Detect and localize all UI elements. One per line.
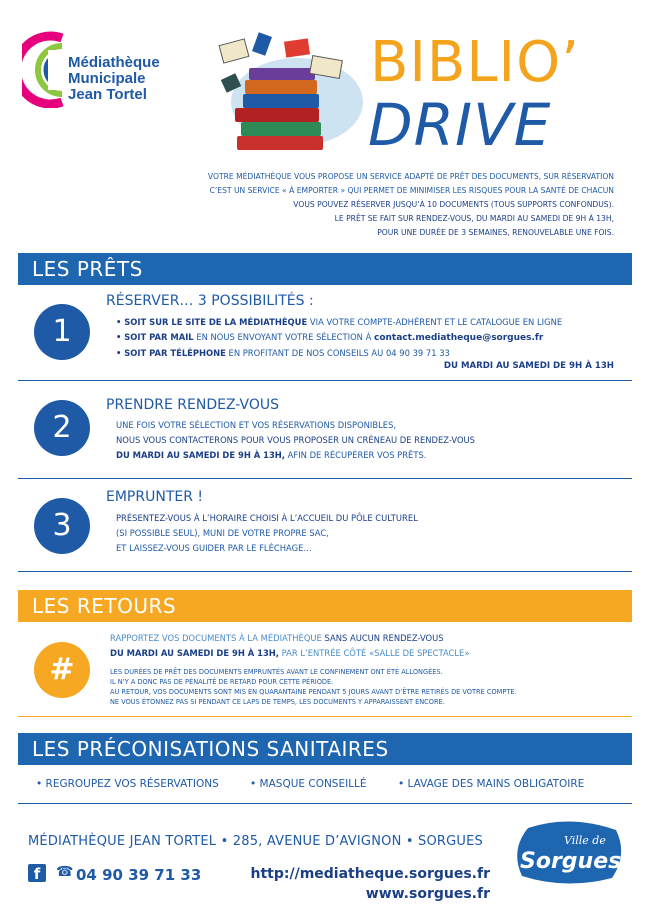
- step-1-option-mail: [116, 330, 562, 346]
- sanitaire-item: • LAVAGE DES MAINS OBLIGATOIRE: [398, 778, 585, 790]
- intro-line: C’EST UN SERVICE « À EMPORTER » QUI PERMET DE MINIMISER LES RISQUES POUR LA SANTÉ DE CHACUN: [209, 186, 614, 195]
- option-text: VIA VOTRE COMPTE-ADHÉRENT ET LE CATALOGUE EN LIGNE: [307, 317, 563, 327]
- intro-line: POUR UNE DURÉE DE 3 SEMAINES, RENOUVELABLE UNE FOIS.: [377, 228, 614, 237]
- retours-note: LES DURÉES DE PRÊT DES DOCUMENTS EMPRUNTÉS AVANT LE CONFINEMENT ONT ÉTÉ ALLONGÉES.: [110, 668, 443, 676]
- ville-de-sorgues-logo: [510, 820, 628, 884]
- intro-line: LE PRÊT SE FAIT SUR RENDEZ-VOUS, DU MARDI AU SAMEDI DE 9H À 13H,: [334, 214, 614, 223]
- schedule-text: DU MARDI AU SAMEDI DE 9H À 13H,: [116, 450, 285, 460]
- retours-line: [110, 646, 469, 661]
- option-text: EN PROFITANT DE NOS CONSEILS AU: [225, 348, 386, 358]
- sanitaire-item: • MASQUE CONSEILLÉ: [250, 778, 367, 790]
- phone-icon: ☎: [56, 864, 74, 880]
- logo-text: [68, 55, 160, 103]
- step-3-lines: [116, 511, 418, 556]
- step-2-title: PRENDRE RENDEZ-VOUS: [106, 397, 280, 413]
- schedule-text: DU MARDI AU SAMEDI DE 9H À 13H,: [110, 648, 279, 658]
- divider: [18, 478, 632, 479]
- logo-line2: Municipale: [68, 70, 146, 87]
- retours-line: [110, 631, 469, 646]
- retours-notes: [110, 667, 517, 707]
- step-3-badge: 3: [34, 498, 90, 554]
- step-3-line: ET LAISSEZ-VOUS GUIDER PAR LE FLÉCHAGE…: [116, 543, 312, 553]
- option-label: • SOIT PAR MAIL: [116, 332, 194, 342]
- divider: [18, 803, 632, 804]
- section-header-sanitaires: LES PRÉCONISATIONS SANITAIRES: [18, 733, 632, 765]
- footer-sorgues-link[interactable]: www.sorgues.fr: [365, 886, 490, 902]
- step-1-badge: 1: [34, 304, 90, 360]
- option-text: EN NOUS ENVOYANT VOTRE SÉLECTION À: [193, 332, 374, 342]
- step-1-option-site: [116, 315, 562, 330]
- step-2-text: AFIN DE RÉCUPÉRER VOS PRÊTS.: [285, 450, 427, 460]
- step-1-title: [106, 293, 314, 309]
- retours-text: RAPPORTEZ VOS DOCUMENTS À LA MÉDIATHÈQUE: [110, 633, 325, 643]
- sorgues-label: Sorgues: [520, 849, 622, 874]
- retours-text: PAR L’ENTRÉE CÔTÉ «SALLE DE SPECTACLE»: [279, 648, 470, 658]
- sanitaire-item: • REGROUPEZ VOS RÉSERVATIONS: [36, 778, 219, 790]
- footer-phone: 04 90 39 71 33: [76, 866, 202, 884]
- step-3-line: PRÉSENTEZ-VOUS À L’HORAIRE CHOISI À L’ACCUEIL DU PÔLE CULTUREL: [116, 513, 418, 523]
- ville-de-label: Ville de: [564, 834, 606, 847]
- retours-hash-badge: #: [34, 642, 90, 698]
- step-1-schedule: DU MARDI AU SAMEDI DE 9H À 13H: [443, 361, 614, 371]
- intro-text: [134, 170, 614, 240]
- retours-highlight: SANS AUCUN RENDEZ-VOUS: [324, 633, 444, 643]
- step-1-lines: [116, 315, 562, 361]
- section-header-prets: LES PRÊTS: [18, 253, 632, 285]
- facebook-icon[interactable]: f: [28, 864, 46, 882]
- retours-note: AU RETOUR, VOS DOCUMENTS SONT MIS EN QUARANTAINE PENDANT 5 JOURS AVANT D’ÊTRE RETIRÉS DE VOTRE COMPTE.: [110, 688, 517, 696]
- step-2-badge: 2: [34, 400, 90, 456]
- title-drive: DRIVE: [368, 91, 552, 159]
- step-1-title-main: RÉSERVER…: [106, 293, 194, 309]
- step-3-line: (SI POSSIBLE SEUL), MUNI DE VOTRE PROPRE SAC,: [116, 528, 329, 538]
- step-3-title: EMPRUNTER !: [106, 489, 204, 505]
- divider: [18, 380, 632, 381]
- step-1-option-phone: [116, 346, 562, 361]
- step-2-line: UNE FOIS VOTRE SÉLECTION ET VOS RÉSERVATIONS DISPONIBLES,: [116, 420, 397, 430]
- retours-note: IL N’Y A DONC PAS DE PÉNALITÉ DE RETARD POUR CETTE PÉRIODE.: [110, 678, 334, 686]
- divider: [18, 716, 632, 717]
- intro-line: VOUS POUVEZ RÉSERVER JUSQU’À 10 DOCUMENTS (TOUS SUPPORTS CONFONDUS).: [293, 200, 614, 209]
- step-2-lines: [116, 418, 475, 463]
- section-header-retours: LES RETOURS: [18, 590, 632, 622]
- phone-number: 04 90 39 71 33: [385, 348, 450, 358]
- intro-line: VOTRE MÉDIATHÈQUE VOUS PROPOSE UN SERVICE ADAPTÉ DE PRÊT DES DOCUMENTS, SUR RÉSERVATION: [207, 172, 614, 181]
- logo-line3: Jean Tortel: [68, 86, 147, 103]
- contact-email-link[interactable]: contact.mediatheque@sorgues.fr: [373, 333, 544, 343]
- divider: [18, 571, 632, 572]
- step-2-line: NOUS VOUS CONTACTERONS POUR VOUS PROPOSER UN CRÉNEAU DE RENDEZ-VOUS: [116, 435, 475, 445]
- books-stack-illustration: [215, 32, 365, 162]
- step-2-line: [116, 448, 475, 463]
- title-biblio: BIBLIO’: [370, 30, 580, 95]
- retours-lines: [110, 631, 469, 661]
- retours-note: NE VOUS ÉTONNEZ PAS SI PENDANT CE LAPS DE TEMPS, LES DOCUMENTS Y APPARAISSENT ENCORE.: [110, 698, 445, 706]
- footer-web-link[interactable]: http://mediatheque.sorgues.fr: [250, 866, 490, 882]
- option-label: • SOIT PAR TÉLÉPHONE: [116, 348, 226, 358]
- option-label: • SOIT SUR LE SITE DE LA MÉDIATHÈQUE: [116, 317, 308, 327]
- step-1-title-sub: 3 POSSIBILITÉS :: [193, 293, 314, 309]
- logo-line1: Médiathèque: [68, 54, 160, 71]
- footer-address: MÉDIATHÈQUE JEAN TORTEL • 285, AVENUE D’AVIGNON • SORGUES: [28, 834, 483, 849]
